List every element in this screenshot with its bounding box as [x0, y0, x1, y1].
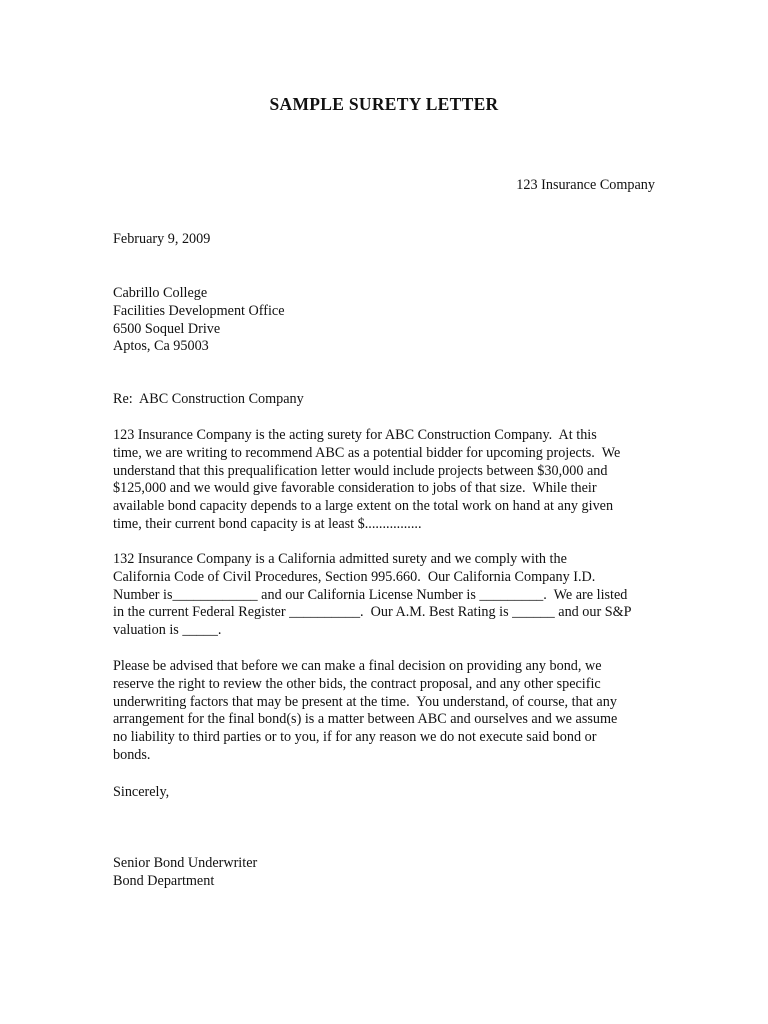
paragraph-line: Number is____________ and our California License Number is _________. We are listed: [113, 586, 628, 603]
paragraph-line: 132 Insurance Company is a California admitted surety and we comply with the: [113, 551, 567, 567]
subject-line: Re: ABC Construction Company: [113, 391, 304, 407]
signer-title: Senior Bond Underwriter: [113, 855, 258, 871]
address-line: 6500 Soquel Drive: [113, 320, 221, 337]
paragraph-line: underwriting factors that may be present at the time. You understand, of course, that any: [113, 693, 617, 710]
letter-date: February 9, 2009: [113, 231, 211, 247]
paragraph-disclaimer: [113, 658, 658, 765]
paragraph-surety-recommendation: [113, 427, 658, 534]
paragraph-line: available bond capacity depends to a large extent on the total work on hand at any given: [113, 498, 614, 515]
paragraph-line: no liability to third parties or to you, if for any reason we do not execute said bond or: [113, 729, 597, 746]
address-line: Facilities Development Office: [113, 302, 285, 319]
paragraph-line: reserve the right to review the other bids, the contract proposal, and any other specific: [113, 675, 601, 692]
paragraph-line: valuation is _____.: [113, 622, 222, 639]
paragraph-line: understand that this prequalification letter would include projects between $30,000 and: [113, 462, 608, 479]
paragraph-line: California Code of Civil Procedures, Section 995.660. Our California Company I.D.: [113, 568, 596, 585]
page-title: SAMPLE SURETY LETTER: [269, 94, 499, 114]
paragraph-line: bonds.: [113, 746, 151, 763]
paragraph-line: arrangement for the final bond(s) is a matter between ABC and ourselves and we assume: [113, 711, 618, 728]
closing-salutation: Sincerely,: [113, 784, 170, 800]
paragraph-line: $125,000 and we would give favorable consideration to jobs of that size. While their: [113, 480, 597, 497]
paragraph-line: time, their current bond capacity is at least $................: [113, 515, 422, 532]
sender-company: 123 Insurance Company: [516, 177, 655, 193]
signer-department: Bond Department: [113, 872, 215, 889]
signer-block: [113, 855, 658, 891]
paragraph-line: in the current Federal Register __________. Our A.M. Best Rating is ______ and our S&P: [113, 604, 632, 621]
paragraph-line: 123 Insurance Company is the acting surety for ABC Construction Company. At this: [113, 427, 597, 443]
paragraph-line: time, we are writing to recommend ABC as a potential bidder for upcoming projects. We: [113, 444, 621, 461]
address-line: Aptos, Ca 95003: [113, 338, 209, 355]
address-line: Cabrillo College: [113, 285, 208, 301]
paragraph-line: Please be advised that before we can make a final decision on providing any bond, we: [113, 658, 602, 674]
paragraph-licensing: [113, 551, 658, 640]
recipient-address: [113, 285, 658, 356]
